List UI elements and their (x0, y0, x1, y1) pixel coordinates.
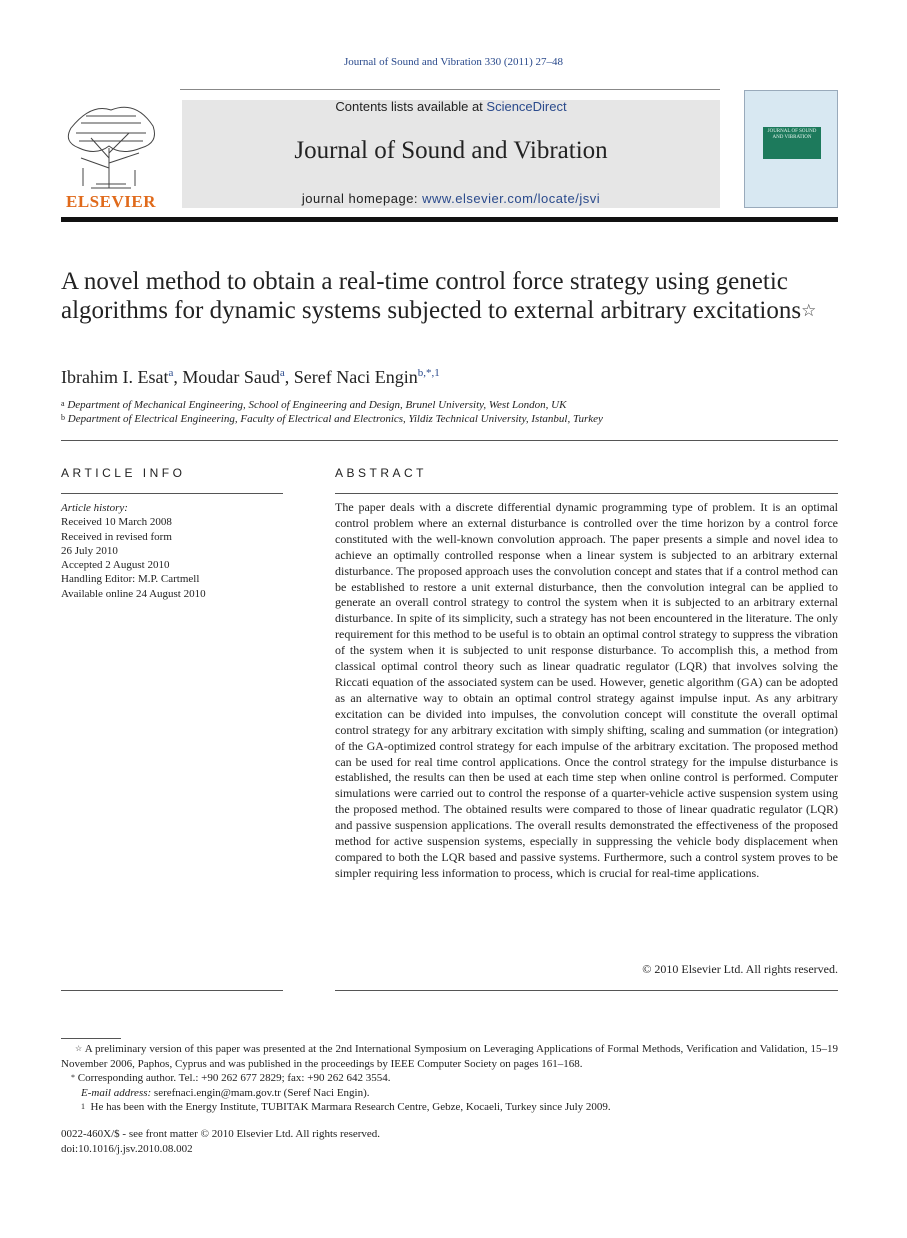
article-history (61, 501, 283, 601)
journal-citation[interactable]: Journal of Sound and Vibration 330 (2011) 27–48 (343, 56, 563, 68)
journal-homepage (182, 191, 720, 206)
author-name: Moudar Saud (182, 367, 280, 387)
footnote-mark: 1 (81, 1102, 85, 1111)
history-line: Available online 24 August 2010 (61, 587, 206, 600)
author-name: Ibrahim I. Esat (61, 367, 169, 387)
history-line: Handling Editor: M.P. Cartmell (61, 573, 200, 586)
header-top-rule (180, 89, 720, 90)
affiliation-text: Department of Mechanical Engineering, School of Engineering and Design, Brunel University, West London, UK (67, 399, 567, 411)
footnote-star (61, 1042, 838, 1071)
footnote-text: He has been with the Energy Institute, TUBITAK Marmara Research Centre, Gebze, Kocaeli, Turkey since July 2009. (90, 1101, 611, 1113)
affiliation (61, 399, 838, 411)
abstract-text: The paper deals with a discrete differential dynamic programming type of problem. It is an optimal control problem where an external disturbance is controlled over the time horizon by a control force constituted with the well-known convolution approach. The paper presents a simple and novel idea to achieve an optimally controlled response when a linear system is subjected to an arbitrary external disturbance. The proposed approach uses the convolution concept and states that if a control method can be established to restore a unit external disturbance, then the convolution integral can be applied to generate an overall control strategy to control the system when it is subjected to an arbitrary external disturbance. In spite of its simplicity, such a strategy has not been encountered in the literature. The only requirement for this method to be useful is to obtain an optimal control strategy to suppress the vibration of the system when it is subjected to unit response disturbance. To accomplish this, a method from classical optimal control theory such as linear quadratic regulator (LQR) that involves solving the Riccati equation of the associated system can be used. However, genetic algorithm (GA) can be adopted as an alternative way to obtain an optimal control strategy against impulse input. As any arbitrary excitation can be divided into impulses, the convolution concept will constitute the overall optimal control strategy for any arbitrary excitation with simply shifting, scaling and summation (or integration) of the GA-optimized control strategy for each impulse of the arbitrary excitation. The proposed method can be used for real time control applications. Once the control strategy for the impulse disturbance is established, the results can then be used at each time step when online control is performed. Computer simulations were carried out to control the response of a quarter-vehicle active suspension system using the proposed method. The obtained results were compared to those of linear quadratic regulator (LQR) and passive suspension applications. The overall results demonstrated the effectiveness of the proposed method for active suspension systems, especially in suppressing the vehicle body displacement when compared to both the LQR based and passive systems. Furthermore, such a control system proves to be simpler requiring less information to process, which is crucial for real-time applications. (335, 500, 838, 880)
history-line: Received 10 March 2008 (61, 516, 172, 529)
footnote-corresponding (61, 1071, 838, 1086)
article-info-bottom-rule (61, 990, 283, 991)
affiliation (61, 413, 838, 425)
homepage-link[interactable]: www.elsevier.com/locate/jsvi (422, 191, 601, 206)
author-list: Ibrahim I. Esat$^a$, Moudar Saud$^a$, Seref Naci Engin$^{b,*,1}$ (61, 367, 440, 387)
journal-title: Journal of Sound and Vibration (294, 137, 608, 164)
homepage-prefix: journal homepage: (301, 191, 423, 206)
affiliation-mark: b (61, 413, 65, 422)
abstract-bottom-rule (335, 990, 838, 991)
email-label: E-mail address: (81, 1086, 152, 1099)
history-line: Accepted 2 August 2010 (61, 559, 170, 572)
contents-line (182, 99, 720, 114)
history-line: Received in revised form (61, 530, 172, 543)
sciencedirect-link[interactable]: ScienceDirect (486, 99, 567, 114)
footnote-mark: * (71, 1073, 75, 1082)
footnote-rule (61, 1038, 121, 1039)
email-value[interactable]: serefnaci.engin@mam.gov.tr (Seref Naci Engin). (153, 1086, 370, 1099)
journal-cover-thumbnail[interactable] (744, 90, 838, 208)
author-name: Seref Naci Engin (293, 367, 418, 387)
front-matter (61, 1127, 561, 1156)
history-line: 26 July 2010 (61, 544, 118, 557)
footnote-text: Corresponding author. Tel.: +90 262 677 2829; fax: +90 262 642 3554. (77, 1072, 391, 1084)
footnote-one (61, 1100, 838, 1115)
article-info-rule (61, 493, 283, 494)
elsevier-wordmark: ELSEVIER (66, 192, 156, 211)
affiliation-mark: a (61, 399, 65, 408)
footnote-text: A preliminary version of this paper was presented at the 2nd International Symposium on Leveraging Applications of Formal Methods, Verification and Validation, 15–19 November 2006, Paphos, Cyprus and was published in the proceedings by IEEE Computer Society on pages 161–168. (61, 1043, 838, 1070)
article-title (61, 267, 821, 325)
cover-title-text: JOURNAL OF SOUND AND VIBRATION (767, 129, 817, 140)
title-footnote-marker[interactable]: ☆ (801, 301, 817, 320)
header-thick-rule (61, 217, 838, 222)
article-title-text: A novel method to obtain a real-time control force strategy using genetic algorithms for dynamic systems subjected to external arbitrary excitations (61, 268, 802, 324)
author-affil-marker[interactable]: b,*,1 (417, 367, 440, 379)
footnotes (61, 1042, 838, 1115)
contents-prefix: Contents lists available at (335, 99, 487, 114)
author-affil-marker[interactable]: a (279, 367, 285, 379)
doi-line[interactable]: doi:10.1016/j.jsv.2010.08.002 (61, 1142, 193, 1155)
history-label: Article history: (61, 502, 128, 514)
article-info-heading: ARTICLE INFO (61, 466, 186, 480)
section-divider (61, 440, 838, 441)
abstract-copyright: © 2010 Elsevier Ltd. All rights reserved. (642, 962, 838, 976)
footnote-mark: ☆ (75, 1044, 83, 1053)
author-affil-marker[interactable]: a (168, 367, 174, 379)
abstract-heading: ABSTRACT (335, 466, 428, 480)
abstract-rule (335, 493, 838, 494)
affiliation-text: Department of Electrical Engineering, Faculty of Electrical and Electronics, Yildiz Technical University, Istanbul, Turkey (67, 413, 603, 425)
footnote-email (61, 1086, 838, 1101)
issn-line: 0022-460X/$ - see front matter © 2010 Elsevier Ltd. All rights reserved. (61, 1128, 381, 1140)
